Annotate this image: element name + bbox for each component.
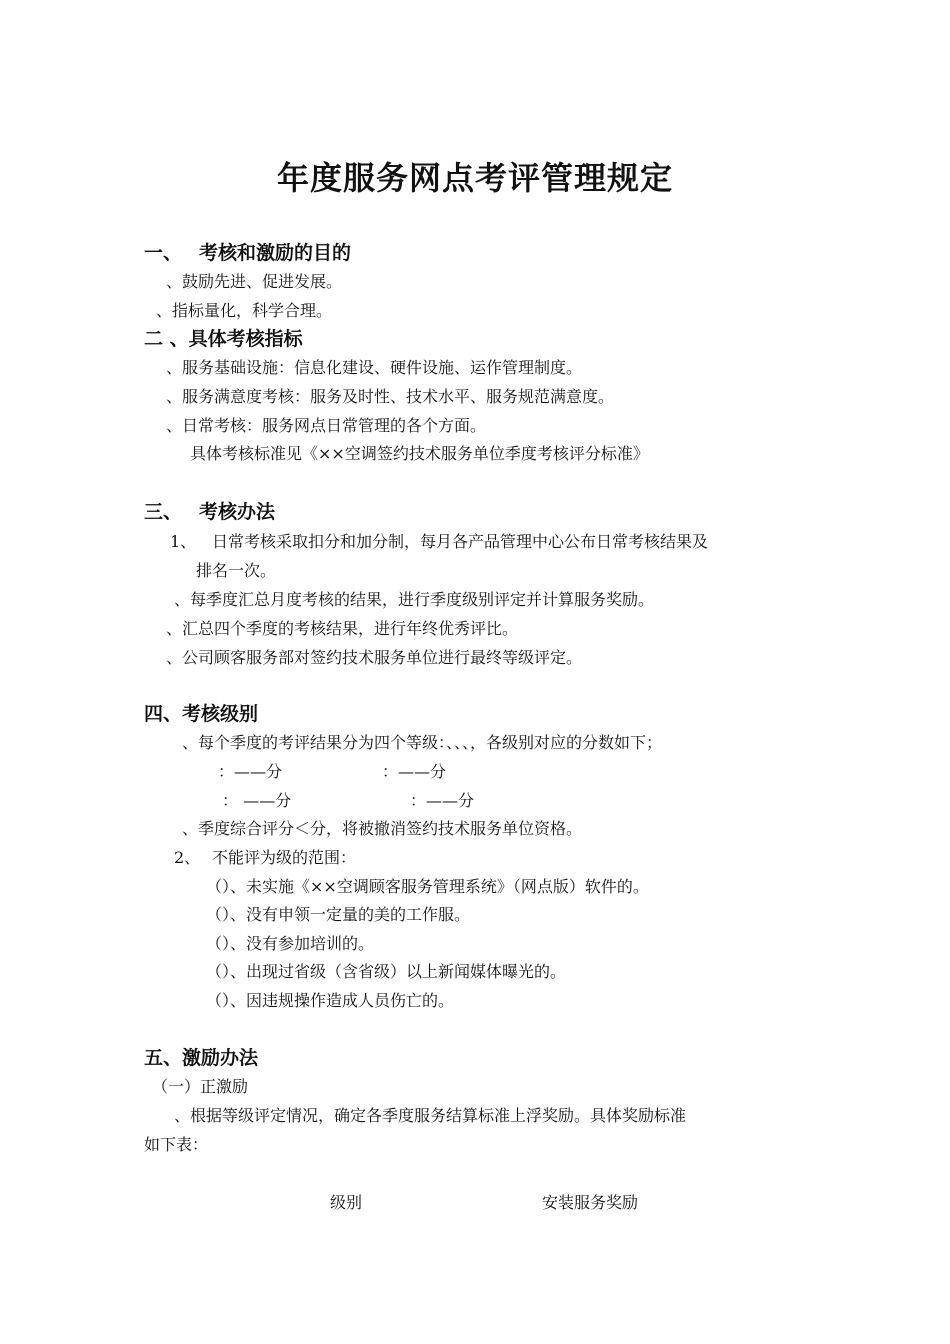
- section-2-line-1: 、服务基础设施：信息化建设、硬件设施、运作管理制度。: [166, 358, 583, 377]
- section-2-line-2: 、服务满意度考核：服务及时性、技术水平、服务规范满意度。: [166, 387, 615, 406]
- section-1-heading: 考核和激励的目的: [199, 242, 352, 264]
- condition-3: （）、没有参加培训的。: [206, 934, 375, 953]
- section-4-item-2-text: 不能评为级的范围：: [212, 848, 357, 867]
- section-1-line-1: 、鼓励先进、促进发展。: [166, 272, 343, 291]
- condition-5: （）、因违规操作造成人员伤亡的。: [206, 991, 455, 1010]
- section-5-paragraph-line-1: 、根据等级评定情况，确定各季度服务结算标准上浮奖励。具体奖励标准: [174, 1106, 687, 1125]
- section-2-heading: 二 、具体考核指标: [144, 328, 303, 350]
- section-4-revoke: 、季度综合评分＜分，将被撤消签约技术服务单位资格。: [182, 819, 583, 838]
- section-3-line-2: 、汇总四个季度的考核结果，进行年终优秀评比。: [166, 619, 519, 638]
- condition-4: （）、出现过省级（含省级）以上新闻媒体曝光的。: [206, 962, 567, 981]
- section-4-item-2-number: 2、: [174, 848, 201, 867]
- grade-row-2-right: ：——分: [410, 791, 475, 810]
- section-4-heading: 四、考核级别: [144, 703, 259, 725]
- grade-row-2-left: ： ——分: [222, 791, 292, 810]
- section-3-item-1-number: 1、: [170, 532, 197, 551]
- section-3-item-1-text: 日常考核采取扣分和加分制，每月各产品管理中心公布日常考核结果及: [212, 532, 709, 551]
- section-3-number: 三、: [144, 501, 183, 523]
- table-header-level: 级别: [330, 1193, 363, 1212]
- section-1-line-2: 、指标量化，科学合理。: [156, 301, 333, 320]
- section-5-paragraph-line-2: 如下表：: [144, 1135, 209, 1154]
- section-5-subheading: （一）正激励: [152, 1077, 249, 1096]
- section-5-heading: 五、激励办法: [144, 1047, 259, 1069]
- condition-1: （）、未实施《××空调顾客服务管理系统》（网点版）软件的。: [206, 877, 649, 896]
- grade-row-1-left: ：——分: [218, 762, 283, 781]
- table-header-install-reward: 安装服务奖励: [542, 1193, 639, 1212]
- grade-row-1-right: ：——分: [382, 762, 447, 781]
- section-2-line-3: 、日常考核：服务网点日常管理的各个方面。: [166, 416, 487, 435]
- condition-2: （）、没有申领一定量的美的工作服。: [206, 905, 471, 924]
- document-title: 年度服务网点考评管理规定: [276, 159, 673, 197]
- section-4-intro: 、每个季度的考评结果分为四个等级：、、、，各级别对应的分数如下；: [182, 733, 663, 752]
- section-3-heading: 考核办法: [199, 501, 276, 523]
- section-2-line-4: 具体考核标准见《××空调签约技术服务单位季度考核评分标准》: [190, 444, 649, 463]
- section-1-number: 一、: [144, 242, 183, 264]
- section-3-item-1-continued: 排名一次。: [196, 561, 277, 580]
- section-3-line-1: 、每季度汇总月度考核的结果，进行季度级别评定并计算服务奖励。: [174, 590, 655, 609]
- section-3-line-3: 、公司顾客服务部对签约技术服务单位进行最终等级评定。: [166, 648, 583, 667]
